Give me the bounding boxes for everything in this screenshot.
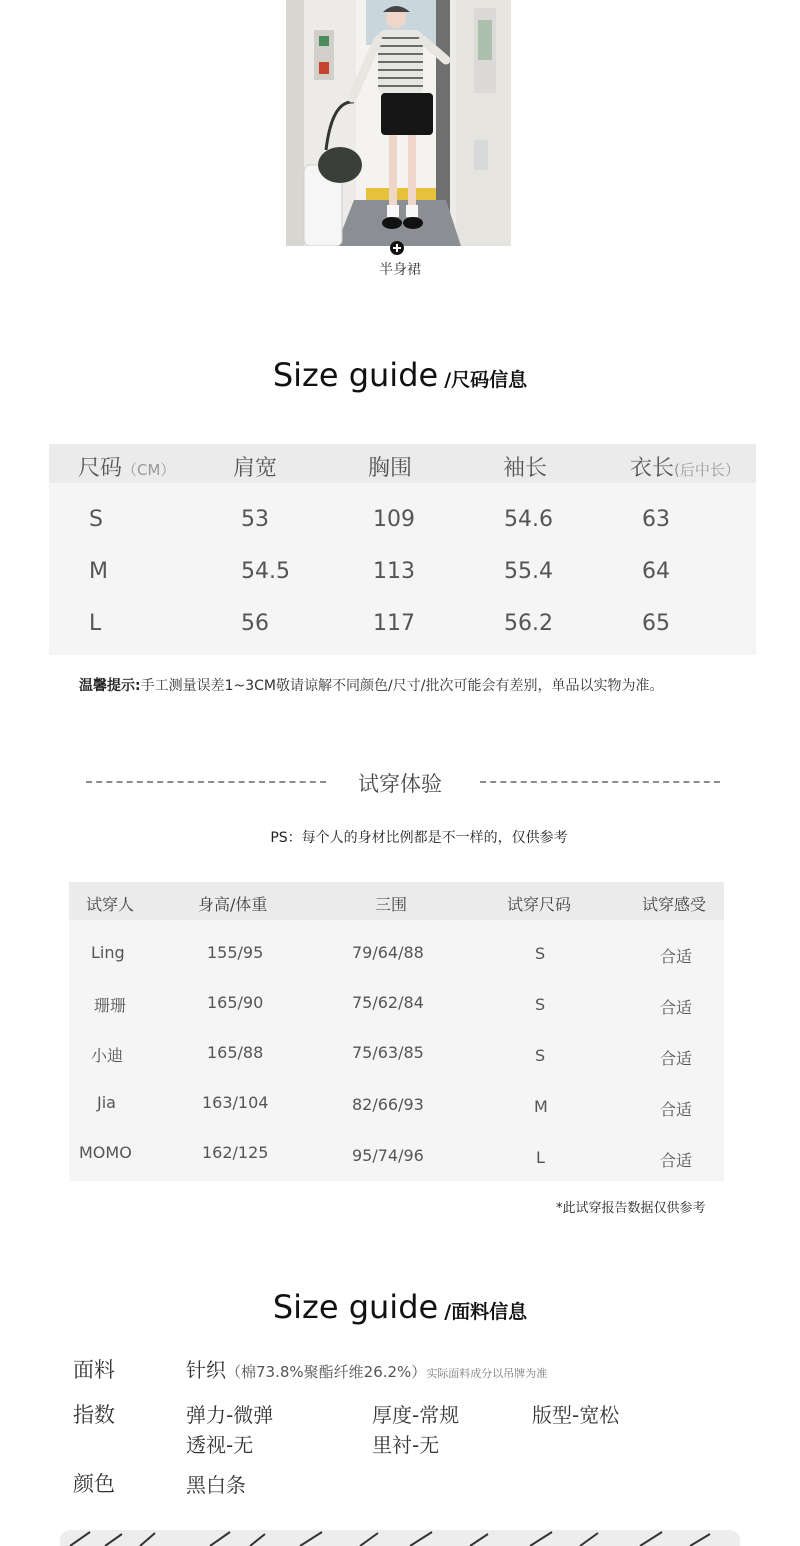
size-header-sleeve: 袖长 bbox=[503, 456, 548, 481]
tryon-cell: 162/125 bbox=[202, 1143, 269, 1162]
index-thickness: 厚度-常规 bbox=[372, 1403, 460, 1427]
tryon-table bbox=[69, 882, 724, 1181]
note-label: 温馨提示: bbox=[79, 678, 141, 694]
size-cell: 55.4 bbox=[504, 559, 553, 584]
size-cell: 64 bbox=[642, 559, 670, 584]
size-cell: 56.2 bbox=[504, 611, 553, 636]
size-header-length: 衣长(后中长） bbox=[630, 456, 740, 481]
tryon-header-person: 试穿人 bbox=[86, 895, 135, 914]
index-fit: 版型-宽松 bbox=[532, 1403, 620, 1427]
size-table-header bbox=[49, 444, 756, 483]
tryon-cell: 合适 bbox=[660, 947, 693, 966]
tryon-cell: 165/88 bbox=[207, 1043, 264, 1062]
tryon-cell: M bbox=[534, 1097, 548, 1116]
tryon-cell: 合适 bbox=[660, 1049, 693, 1068]
tryon-cell: 合适 bbox=[660, 1151, 693, 1170]
size-guide-heading bbox=[0, 356, 800, 394]
tryon-cell: S bbox=[535, 1046, 546, 1065]
tryon-cell: 75/63/85 bbox=[352, 1043, 424, 1062]
material-value: 针织 bbox=[186, 1358, 226, 1382]
tryon-cell: 95/74/96 bbox=[352, 1146, 424, 1165]
size-cell: 54.6 bbox=[504, 507, 553, 532]
tryon-cell: 小迪 bbox=[91, 1046, 124, 1065]
size-cell: 113 bbox=[373, 559, 415, 584]
plus-icon bbox=[390, 241, 404, 255]
size-header-size: 尺码（CM） bbox=[78, 456, 176, 481]
fabric-heading bbox=[0, 1288, 800, 1326]
size-cell: 117 bbox=[373, 611, 415, 636]
measurement-note bbox=[79, 675, 663, 695]
size-cell: 65 bbox=[642, 611, 670, 636]
color-label: 颜色 bbox=[73, 1472, 115, 1496]
tryon-ps-note: PS：每个人的身材比例都是不一样的，仅供参考 bbox=[270, 830, 568, 846]
tryon-cell: 合适 bbox=[660, 998, 693, 1017]
size-cell: L bbox=[89, 611, 102, 636]
material-label: 面料 bbox=[73, 1358, 115, 1382]
note-text: 手工测量误差1~3CM敬请谅解不同颜色/尺寸/批次可能会有差别，单品以实物为准。 bbox=[140, 678, 664, 694]
size-table bbox=[49, 444, 756, 655]
fabric-title-zh: /面料信息 bbox=[444, 1301, 528, 1323]
size-header-chest: 胸围 bbox=[368, 456, 413, 481]
size-cell: S bbox=[89, 507, 103, 532]
size-guide-title-en: Size guide bbox=[272, 356, 439, 394]
divider-right bbox=[480, 781, 720, 783]
color-value: 黑白条 bbox=[186, 1473, 246, 1497]
size-cell: 109 bbox=[373, 507, 415, 532]
tryon-cell: 165/90 bbox=[207, 993, 264, 1012]
tryon-cell: 珊珊 bbox=[94, 996, 127, 1015]
index-elasticity: 弹力-微弹 bbox=[186, 1403, 274, 1427]
index-transparency: 透视-无 bbox=[186, 1433, 254, 1457]
size-cell: M bbox=[89, 559, 108, 584]
tryon-header-height-weight: 身高/体重 bbox=[198, 895, 268, 914]
size-header-shoulder: 肩宽 bbox=[233, 456, 278, 481]
photo-caption: 半身裙 bbox=[379, 262, 421, 278]
model-photo-illustration bbox=[286, 0, 511, 246]
tryon-cell: Jia bbox=[97, 1093, 116, 1112]
size-guide-title-zh: /尺码信息 bbox=[444, 369, 528, 391]
material-detail: （棉73.8%聚酯纤维26.2%） bbox=[226, 1363, 427, 1381]
tryon-cell: 155/95 bbox=[207, 943, 264, 962]
tryon-table-header bbox=[69, 882, 724, 920]
size-cell: 54.5 bbox=[241, 559, 290, 584]
tryon-cell: 合适 bbox=[660, 1100, 693, 1119]
tryon-cell: 82/66/93 bbox=[352, 1095, 424, 1114]
tryon-cell: 163/104 bbox=[202, 1093, 269, 1112]
index-label: 指数 bbox=[73, 1403, 115, 1427]
tryon-header-size: 试穿尺码 bbox=[507, 895, 572, 914]
tryon-header-measurements: 三围 bbox=[375, 895, 408, 914]
fabric-title-en: Size guide bbox=[272, 1288, 439, 1326]
tryon-cell: L bbox=[536, 1148, 545, 1167]
tryon-cell: S bbox=[535, 944, 546, 963]
size-cell: 56 bbox=[241, 611, 269, 636]
index-lining: 里衬-无 bbox=[372, 1433, 440, 1457]
material-note: 实际面料成分以吊牌为准 bbox=[426, 1367, 548, 1380]
tryon-title: 试穿体验 bbox=[358, 772, 442, 796]
size-cell: 63 bbox=[642, 507, 670, 532]
tryon-footnote: *此试穿报告数据仅供参考 bbox=[556, 1201, 706, 1216]
fabric-swatch-image bbox=[60, 1530, 740, 1546]
tryon-header-feeling: 试穿感受 bbox=[642, 895, 707, 914]
tryon-cell: Ling bbox=[91, 943, 125, 962]
material-row bbox=[186, 1354, 547, 1383]
tryon-cell: MOMO bbox=[79, 1143, 132, 1162]
tryon-cell: 79/64/88 bbox=[352, 943, 424, 962]
product-photo bbox=[286, 0, 511, 246]
tryon-cell: 75/62/84 bbox=[352, 993, 424, 1012]
size-cell: 53 bbox=[241, 507, 269, 532]
tryon-cell: S bbox=[535, 995, 546, 1014]
